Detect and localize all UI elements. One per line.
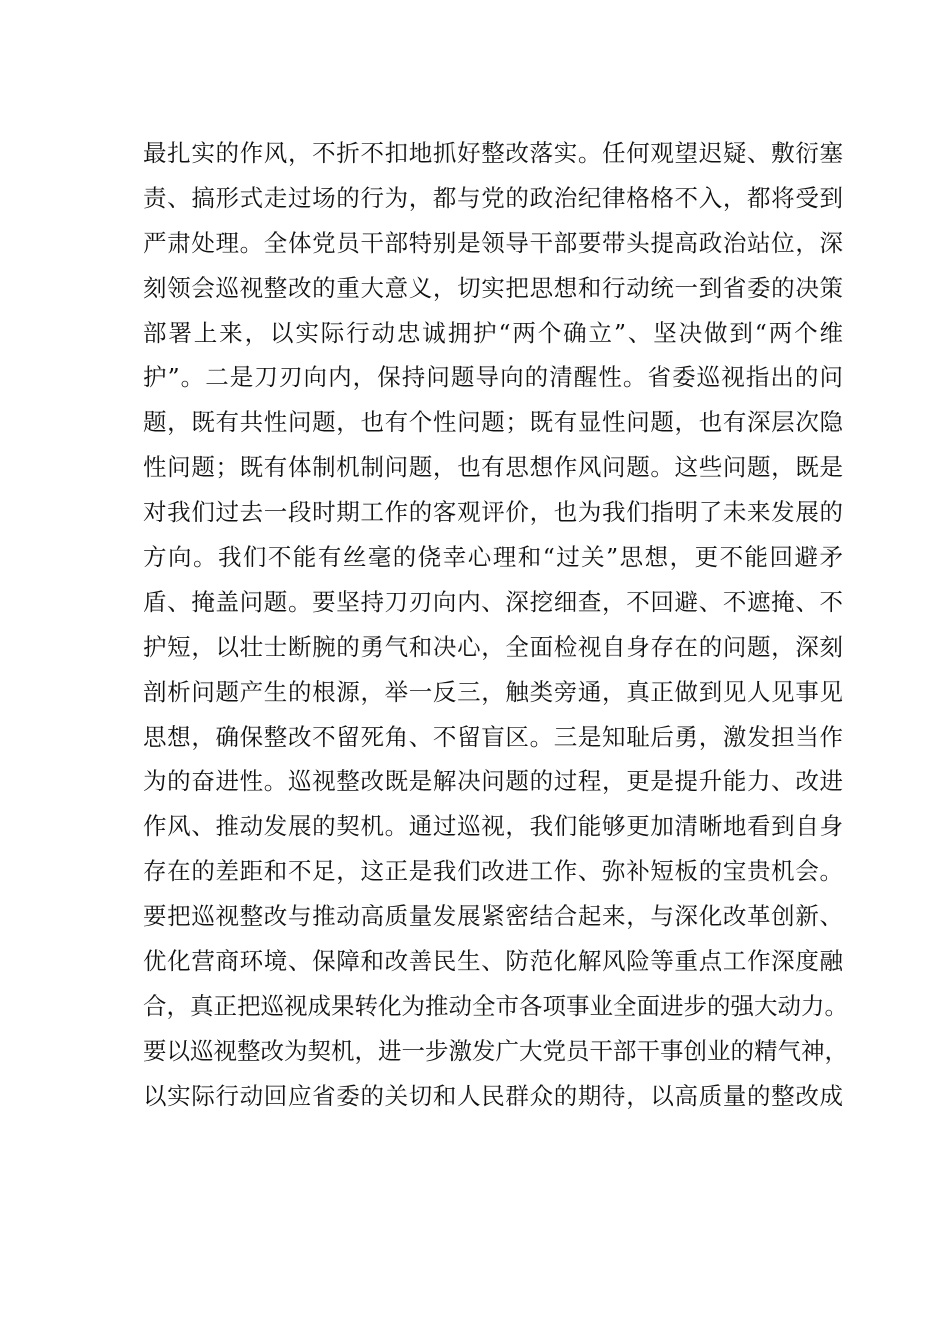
text-line: 作风、推动发展的契机。通过巡视，我们能够更加清晰地看到自身 bbox=[143, 812, 843, 841]
text-line: 方向。我们不能有丝毫的侥幸心理和“过关”思想，更不能回避矛 bbox=[143, 543, 843, 572]
text-line: 合，真正把巡视成果转化为推动全市各项事业全面进步的强大动力。 bbox=[143, 991, 848, 1020]
text-line: 严肃处理。全体党员干部特别是领导干部要带头提高政治站位，深 bbox=[143, 228, 843, 257]
text-line: 以实际行动回应省委的关切和人民群众的期待，以高质量的整改成 bbox=[143, 1081, 843, 1110]
text-line: 要把巡视整改与推动高质量发展紧密结合起来，与深化改革创新、 bbox=[143, 902, 843, 931]
text-line: 为的奋进性。巡视整改既是解决问题的过程，更是提升能力、改进 bbox=[143, 767, 843, 796]
text-line: 最扎实的作风，不折不扣地抓好整改落实。任何观望迟疑、敷衍塞 bbox=[143, 139, 843, 167]
text-line: 护”。二是刀刃向内，保持问题导向的清醒性。省委巡视指出的问 bbox=[143, 363, 843, 392]
text-line: 存在的差距和不足，这正是我们改进工作、弥补短板的宝贵机会。 bbox=[143, 857, 843, 886]
text-line: 责、搞形式走过场的行为，都与党的政治纪律格格不入，都将受到 bbox=[143, 183, 843, 212]
text-line: 刻领会巡视整改的重大意义，切实把思想和行动统一到省委的决策 bbox=[143, 273, 843, 302]
text-line: 盾、掩盖问题。要坚持刀刃向内、深挖细查，不回避、不遮掩、不 bbox=[143, 587, 843, 616]
body-text bbox=[143, 131, 848, 1119]
text-line: 要以巡视整改为契机，进一步激发广大党员干部干事创业的精气神， bbox=[143, 1036, 848, 1065]
text-line: 性问题；既有体制机制问题，也有思想作风问题。这些问题，既是 bbox=[143, 453, 843, 482]
text-line: 剖析问题产生的根源，举一反三，触类旁通，真正做到见人见事见 bbox=[143, 677, 843, 706]
text-line: 部署上来，以实际行动忠诚拥护“两个确立”、坚决做到“两个维 bbox=[143, 318, 843, 347]
text-line: 对我们过去一段时期工作的客观评价，也为我们指明了未来发展的 bbox=[143, 498, 843, 527]
text-line: 思想，确保整改不留死角、不留盲区。三是知耻后勇，激发担当作 bbox=[143, 722, 843, 751]
text-line: 题，既有共性问题，也有个性问题；既有显性问题，也有深层次隐 bbox=[143, 408, 843, 437]
text-line: 护短，以壮士断腕的勇气和决心，全面检视自身存在的问题，深刻 bbox=[143, 632, 843, 661]
text-line: 优化营商环境、保障和改善民生、防范化解风险等重点工作深度融 bbox=[143, 947, 843, 976]
